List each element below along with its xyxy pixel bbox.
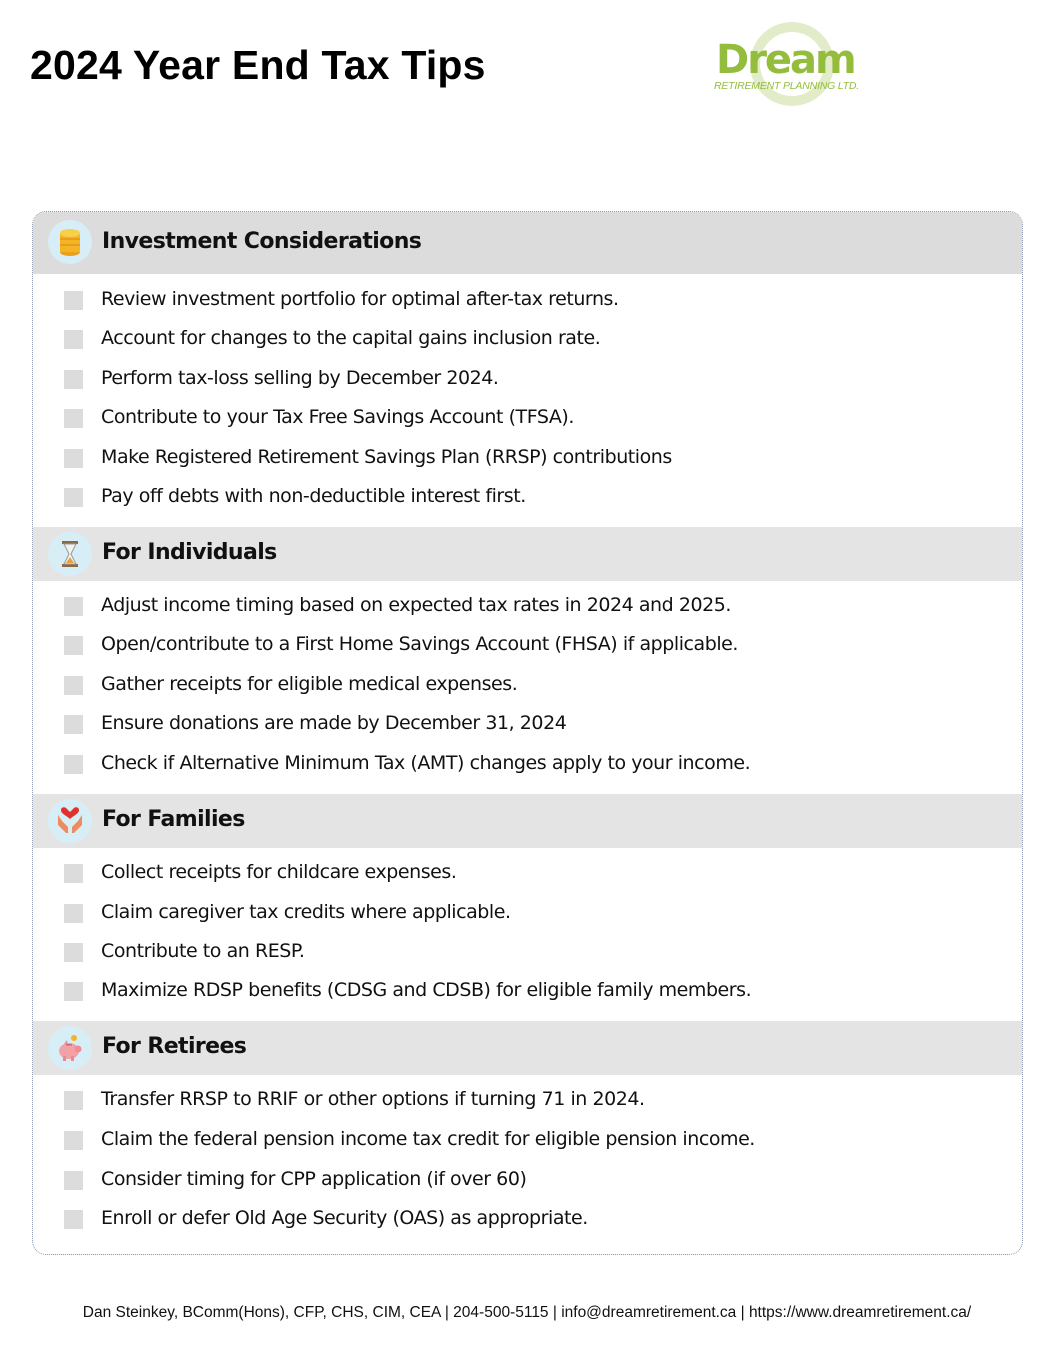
item-label: Adjust income timing based on expected tax rates in 2024 and 2025. <box>101 594 731 616</box>
item-label: Gather receipts for eligible medical expenses. <box>101 673 518 695</box>
hands-heart-icon <box>48 799 92 843</box>
logo-wordmark: Dream <box>716 37 855 83</box>
checklist-item <box>33 364 1022 396</box>
item-label: Collect receipts for childcare expenses. <box>101 861 457 883</box>
checklist-item <box>33 749 1022 781</box>
item-label: Claim caregiver tax credits where applicable. <box>101 901 511 923</box>
checkbox[interactable] <box>64 291 83 310</box>
checklist-item <box>33 1204 1022 1236</box>
checkbox[interactable] <box>64 943 83 962</box>
checkbox[interactable] <box>64 1091 83 1110</box>
checklist-item <box>33 937 1022 969</box>
checkbox[interactable] <box>64 597 83 616</box>
checkbox[interactable] <box>64 370 83 389</box>
checklist-item <box>33 1125 1022 1157</box>
footer-contact: Dan Steinkey, BComm(Hons), CFP, CHS, CIM, CEA | 204-500-5115 | info@dreamretirement.ca | https://www.dreamretirement.ca/ <box>82 1304 972 1321</box>
item-label: Account for changes to the capital gains inclusion rate. <box>101 327 601 349</box>
checklist-item <box>33 898 1022 930</box>
checkbox[interactable] <box>64 1131 83 1150</box>
checkbox[interactable] <box>64 330 83 349</box>
checklist-item <box>33 285 1022 317</box>
checkbox[interactable] <box>64 409 83 428</box>
section-title: For Individuals <box>102 540 277 565</box>
item-label: Ensure donations are made by December 31, 2024 <box>101 712 567 734</box>
checklist-item <box>33 443 1022 475</box>
checkbox[interactable] <box>64 1210 83 1229</box>
item-label: Pay off debts with non-deductible interest first. <box>101 485 526 507</box>
checklist-item <box>33 1165 1022 1197</box>
checklist-item <box>33 1085 1022 1117</box>
page-title: 2024 Year End Tax Tips <box>30 42 486 88</box>
section-header-families <box>33 794 1022 848</box>
item-label: Review investment portfolio for optimal after-tax returns. <box>101 288 619 310</box>
checkbox[interactable] <box>64 1171 83 1190</box>
item-label: Check if Alternative Minimum Tax (AMT) changes apply to your income. <box>101 752 751 774</box>
checkbox[interactable] <box>64 488 83 507</box>
item-label: Maximize RDSP benefits (CDSG and CDSB) for eligible family members. <box>101 979 752 1001</box>
hourglass-icon <box>48 532 92 576</box>
checkbox[interactable] <box>64 449 83 468</box>
checkbox[interactable] <box>64 676 83 695</box>
checklist-card <box>32 211 1023 1255</box>
item-label: Contribute to an RESP. <box>101 940 305 962</box>
item-label: Make Registered Retirement Savings Plan (RRSP) contributions <box>101 446 672 468</box>
section-header-retirees <box>33 1021 1022 1075</box>
checklist-item <box>33 709 1022 741</box>
dream-logo <box>712 20 872 116</box>
section-header-investment <box>33 212 1022 274</box>
item-label: Enroll or defer Old Age Security (OAS) as appropriate. <box>101 1207 588 1229</box>
checkbox[interactable] <box>64 636 83 655</box>
item-label: Transfer RRSP to RRIF or other options if turning 71 in 2024. <box>101 1088 645 1110</box>
item-label: Open/contribute to a First Home Savings Account (FHSA) if applicable. <box>101 633 739 655</box>
checkbox[interactable] <box>64 864 83 883</box>
checkbox[interactable] <box>64 904 83 923</box>
checklist-item <box>33 482 1022 514</box>
section-header-individuals <box>33 527 1022 581</box>
logo-tagline: RETIREMENT PLANNING LTD. <box>714 80 859 92</box>
checkbox[interactable] <box>64 715 83 734</box>
checklist-item <box>33 630 1022 662</box>
section-title: Investment Considerations <box>102 229 422 254</box>
section-title: For Families <box>102 807 245 832</box>
checkbox[interactable] <box>64 755 83 774</box>
checklist-item <box>33 670 1022 702</box>
checklist-item <box>33 324 1022 356</box>
checklist-item <box>33 403 1022 435</box>
checklist-item <box>33 591 1022 623</box>
item-label: Contribute to your Tax Free Savings Account (TFSA). <box>101 406 574 428</box>
checklist-item <box>33 858 1022 890</box>
checklist-item <box>33 976 1022 1008</box>
item-label: Perform tax-loss selling by December 2024. <box>101 367 499 389</box>
checkbox[interactable] <box>64 982 83 1001</box>
item-label: Claim the federal pension income tax credit for eligible pension income. <box>101 1128 755 1150</box>
section-title: For Retirees <box>102 1034 247 1059</box>
item-label: Consider timing for CPP application (if over 60) <box>101 1168 527 1190</box>
coins-icon <box>48 220 92 264</box>
piggy-bank-icon <box>48 1026 92 1070</box>
